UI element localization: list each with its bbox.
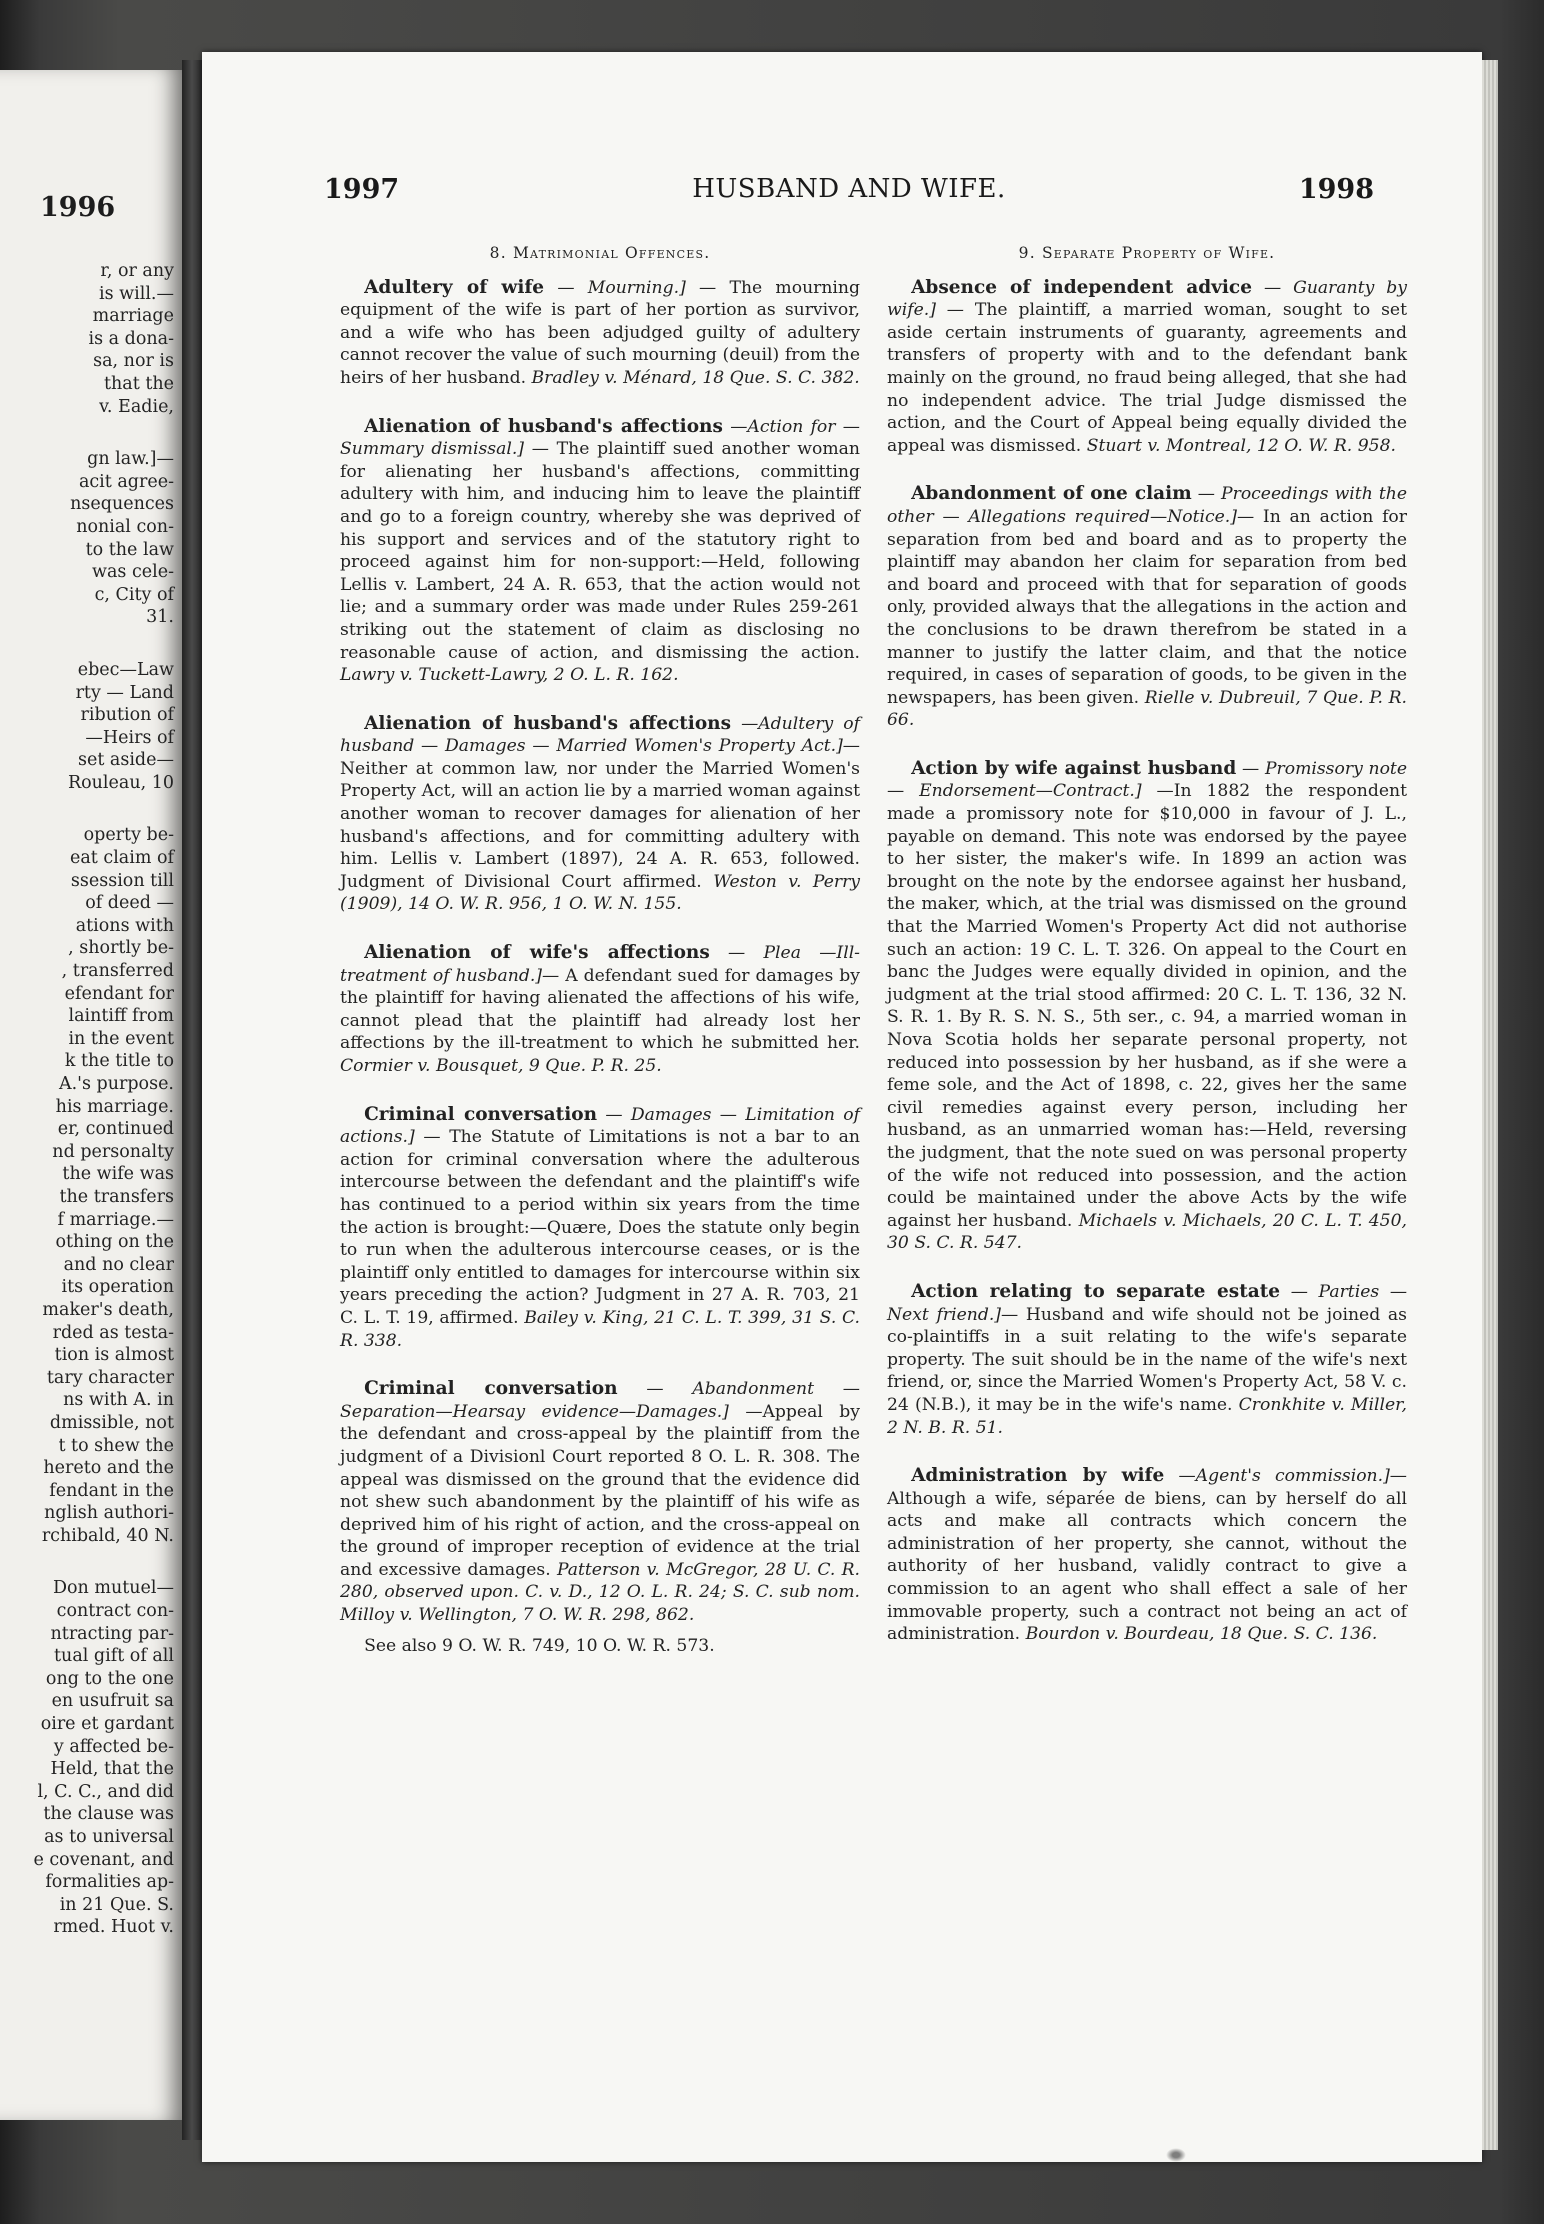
entry-citation: Rielle v. Dubreuil, 7 Que. P. R. 66. [887,687,1407,731]
left-page-line: Rouleau, 10 [67,772,174,793]
entry-body: —Appeal by the defendant and cross-appeal by the plaintiff from the judgment of a Divisionl Court reported 8 O. L. R. 308. The appeal was dismissed on the ground that the evidence did not shew such abandonment by the plaintiff of his wife as deprived him of his right of action, and the cross-appeal on the ground of improper reception of evidence at the trial and excessive damages. [340,1401,860,1580]
left-page-line: l, C. C., and did [37,1781,174,1802]
entry-body: In an action for separation from bed and board and as to property the plaintiff may abandon her claim for separation from bed and board and proceed with that for separation of goods only, provided always that the allegations in the action and the conclusions to be drawn therefrom be stated in a manner to justify the latter claim, and that the notice required, in cases of separation of goods, to be given in the newspapers, has been given. [887,506,1407,708]
left-page-line: Held, that the [50,1759,174,1780]
left-page-line: tary character [46,1367,174,1388]
entry-body: The plaintiff sued another woman for alienating her husband's affections, committing adultery with him, and inducing him to leave the plaintiff and go to a foreign country, whereby she was deprived of his support and services and of the statutory right to proceed against him for non-support:—Held, following Lellis v. Lambert, 24 A. R. 653, that the action would not lie; and a summary order was made under Rules 259-261 striking out the statement of claim as disclosing no reasonable cause of action, and dismissing the action. [340,439,860,663]
entry-citation: Stuart v. Montreal, 12 O. W. R. 958. [1086,435,1396,456]
left-page-line: and no clear [63,1254,174,1275]
entries-right [887,277,1407,1646]
left-page-line: fendant in the [49,1480,174,1501]
left-page-line: —Heirs of [85,727,174,748]
left-page-line: in 21 Que. S. [59,1894,174,1915]
entry-citation: Patterson v. McGregor, 28 U. C. R. 280, observed upon. C. v. D., 12 O. L. R. 24; S. C. sub nom. Milloy v. Wellington, 7 O. W. R. 298, 862. [340,1559,860,1626]
entry-citation: Michaels v. Michaels, 20 C. L. T. 450, 30 S. C. R. 547. [887,1210,1408,1254]
left-page-line: nd personalty [52,1141,174,1162]
digest-entry [340,1378,860,1627]
digest-entry [887,1465,1407,1646]
scan-smudge [1166,2148,1186,2162]
left-page-fragment [0,70,182,2120]
left-page-line: 31. [146,607,174,628]
left-page-line: k the title to [64,1051,174,1072]
left-page-text [0,260,182,1939]
left-page-line: ong to the one [45,1668,174,1689]
digest-entry [887,1281,1407,1439]
left-page-line: , shortly be- [68,938,174,959]
left-page-line: dmissible, not [49,1412,174,1433]
left-page-line: nglish authori- [44,1503,174,1524]
column-left [340,242,860,1683]
digest-entry [340,1104,860,1353]
digest-entry [340,277,860,390]
entry-citation: Bailey v. King, 21 C. L. T. 399, 31 S. C. R. 338. [340,1307,860,1351]
left-page-line: set aside— [77,750,174,771]
entry-citation: Lawry v. Tuckett-Lawry, 2 O. L. R. 162. [340,665,679,686]
entry-heading: Adultery of wife [364,276,545,298]
digest-entry [887,483,1407,732]
entry-citation: Cormier v. Bousquet, 9 Que. P. R. 25. [340,1056,662,1076]
left-page-line: ebec—Law [77,659,174,680]
section-heading-separate-property: 9. Separate Property of Wife. [1018,244,1276,262]
entries-left [340,277,860,1627]
entry-subheading: — Promissory note — Endorsement—Contract.] [887,758,1408,802]
left-page-number: 1996 [40,192,116,223]
right-page [202,52,1482,2162]
column-right [887,242,1407,1672]
left-page-line: tion is almost [54,1345,174,1366]
entry-body: —In 1882 the respondent made a promissory note for $10,000 in favour of J. L., payable on demand. This note was endorsed by the payee to her sister, the maker's wife. In 1899 an action was brought on the note by the endorsee against her husband, the maker, which, at the trial was dismissed on the ground that the Married Women's Property Act did not authorise such an action: 19 C. L. T. 326. On appeal to the Court en banc the Judges were equally divided in opinion, and the judgment at the trial stood affirmed: 20 C. L. T. 136, 32 N. S. R. 1. By R. S. N. S., 5th ser., c. 94, a married woman in Nova Scotia holds her separate personal property, not reduced into possession by her husband, as if she were a feme sole, and the Act of 1898, c. 22, gives her the same civil remedies against every person, including her husband, as an unmarried woman has:—Held, reversing the judgment, that the note sued on was personal property of the wife not reduced into possession, and the action could be maintained under the above Acts by the wife against her husband. [887,781,1407,1231]
left-page-line: the wife was [62,1164,174,1185]
left-page-line: his marriage. [55,1096,174,1117]
entry-subheading: — Plea —Ill-treatment of husband.]— [340,943,860,986]
entry-citation: Bradley v. Ménard, 18 Que. S. C. 382. [531,367,860,388]
left-page-line: ations with [75,915,174,936]
entry-subheading: — Guaranty by wife.] — [887,277,1407,321]
left-page-line: the clause was [43,1804,174,1825]
entry-heading: Criminal conversation [364,1378,618,1400]
entry-body: Although a wife, séparée de biens, can by herself do all acts and make all contracts which concern the administration of her property, she cannot, without the authority of her husband, validly contract to give a commission to an agent who shall effect a sale of her immovable property, such a contract not being an act of administration. [887,1488,1407,1645]
left-page-line: ssession till [70,870,174,891]
left-page-line: sa, nor is [93,351,174,372]
line-gap [0,629,182,659]
digest-entry [340,713,860,916]
see-also-note: See also 9 O. W. R. 749, 10 O. W. R. 573. [364,1635,715,1656]
entry-body: The plaintiff, a married woman, sought to set aside certain instruments of guaranty, agreements and transfers of property with and to the defendant bank mainly on the ground, no fraud being alleged, that she had no independent advice. The trial Judge dismissed the action, and the Court of Appeal being equally divided the appeal was dismissed. [887,300,1407,456]
entry-body: The Statute of Limitations is not a bar to an action for criminal conversation where the adulterous intercourse between the defendant and the plaintiff's wife has continued to a period within six years from the time the action is brought:—Quære, Does the statute only begin to run when the adulterous intercourse ceases, or is the plaintiff only entitled to damages for intercourse within six years preceding the action? Judgment in 27 A. R. 703, 21 C. L. T. 19, affirmed. [340,1127,861,1328]
page-header [324,174,1374,208]
left-page-line: rty — Land [75,682,174,703]
left-page-line: er, continued [57,1119,174,1140]
digest-entry [887,758,1407,1255]
digest-entry [340,416,860,687]
left-page-line: hereto and the [43,1458,174,1479]
entry-subheading: — Proceedings with the other — Allegations required—Notice.]— [887,484,1407,527]
left-page-line: marriage [92,306,174,327]
page-number-right: 1998 [1298,174,1374,205]
running-title: HUSBAND AND WIFE. [692,174,1006,204]
left-page-line: efendant for [64,983,174,1004]
left-page-line: is a dona- [88,328,174,349]
left-page-line: ns with A. in [63,1390,174,1411]
entry-citation: Cronkhite v. Miller, 2 N. B. R. 51. [887,1394,1407,1438]
page-edges [1482,60,1498,2150]
left-page-line: in the event [68,1028,174,1049]
digest-entry [887,277,1407,458]
entry-citation: Weston v. Perry (1909), 14 O. W. R. 956, 1 O. W. N. 155. [340,871,861,915]
section-heading-matrimonial-offences: 8. Matrimonial Offences. [489,244,711,262]
left-page-line: oire et gardant [40,1714,174,1735]
left-page-line: y affected be- [53,1736,174,1757]
left-page-line: formalities ap- [45,1872,174,1893]
left-page-line: othing on the [55,1232,174,1253]
left-page-line: , transferred [61,961,174,982]
entry-heading: Alienation of husband's affections [364,415,723,437]
left-page-line: c, City of [94,584,174,605]
left-page-line: r, or any [100,261,174,281]
book-gutter [182,60,202,2140]
entry-subheading: — Abandonment —Separation—Hearsay evidence—Damages.] [340,1379,860,1422]
entry-body: Neither at common law, nor under the Married Women's Property Act, will an action lie by a married woman against another woman to recover damages for alienation of her husband's affections, and for committing adultery with him. Lellis v. Lambert (1897), 24 A. R. 653, followed. Judgment of Divisional Court affirmed. [340,758,860,892]
left-page-line: the transfers [59,1186,174,1207]
left-page-line: is will.— [99,283,174,304]
entry-body: A defendant sued for damages by the plaintiff for having alienated the affections of his wife, cannot plead that the plaintiff had already lost her affections by the ill-treatment to which he submitted her. [340,965,860,1054]
left-page-line: of deed — [85,893,174,914]
left-page-line: t to shew the [58,1435,174,1456]
entry-body: Husband and wife should not be joined as co-plaintiffs in a suit relating to the wife's separate property. The suit should be in the name of the wife's next friend, or, since the Married Women's Property Act, 58 V. c. 24 (N.B.), it may be in the wife's name. [887,1304,1407,1415]
entry-subheading: — Damages — Limitation of actions.] — [340,1104,861,1148]
left-page-line: rchibald, 40 N. [41,1525,174,1546]
left-page-line: its operation [61,1277,174,1298]
left-page-line: ribution of [80,705,174,726]
entry-heading: Action relating to separate estate [911,1280,1281,1302]
line-gap [0,1547,182,1577]
left-page-line: ntracting par- [50,1623,174,1644]
left-page-line: f marriage.— [57,1209,174,1230]
left-page-line: nonial con- [76,516,174,537]
entry-subheading: —Agent's commission.]— [1178,1466,1407,1487]
entry-subheading: —Adultery of husband — Damages — Married Women's Property Act.]— [340,713,860,757]
left-page-line: A.'s purpose. [58,1074,174,1094]
left-page-line: v. Eadie, [99,396,174,417]
left-page-line: eat claim of [70,848,174,869]
left-page-line: to the law [85,539,174,560]
left-page-line: en usufruit sa [51,1691,174,1712]
left-page-line: contract con- [56,1601,174,1622]
entry-heading: Abandonment of one claim [911,483,1192,505]
entry-subheading: — Parties — Next friend.]— [887,1281,1408,1325]
left-page-line: nsequences [70,494,174,515]
entry-heading: Action by wife against husband [911,757,1237,779]
left-page-line: rded as testa- [52,1322,174,1343]
left-page-line: gn law.]— [87,449,174,470]
entry-heading: Administration by wife [911,1465,1165,1487]
left-page-line: rmed. Huot v. [53,1917,174,1938]
entry-subheading: —Action for — Summary dismissal.] — [340,416,860,460]
left-page-line: laintiff from [68,1006,174,1027]
left-page-line: as to universal [44,1827,174,1847]
entry-heading: Alienation of husband's affections [364,712,732,734]
entry-heading: Alienation of wife's affections [364,942,710,964]
line-gap [0,794,182,824]
entry-body: The mourning equipment of the wife is part of her portion as survivor, and a wife who has been adjudged guilty of adultery cannot recover the value of such mourning (deuil) from the heirs of her husband. [340,277,860,388]
left-page-line: acit agree- [78,471,174,492]
line-gap [0,418,182,448]
entry-citation: Bourdon v. Bourdeau, 18 Que. S. C. 136. [1025,1624,1378,1645]
digest-entry [340,942,860,1078]
left-page-line: e covenant, and [33,1849,174,1870]
left-page-line: that the [104,373,174,394]
entry-heading: Criminal conversation [364,1103,598,1125]
page-number-left: 1997 [324,174,400,205]
left-page-line: operty be- [83,825,174,846]
left-page-line: Don mutuel— [52,1578,174,1599]
entry-subheading: — Mourning.] — [557,277,717,298]
left-page-line: was cele- [92,562,174,583]
left-page-line: tual gift of all [54,1646,174,1667]
left-page-line: maker's death, [42,1299,174,1320]
entry-heading: Absence of independent advice [911,276,1252,298]
